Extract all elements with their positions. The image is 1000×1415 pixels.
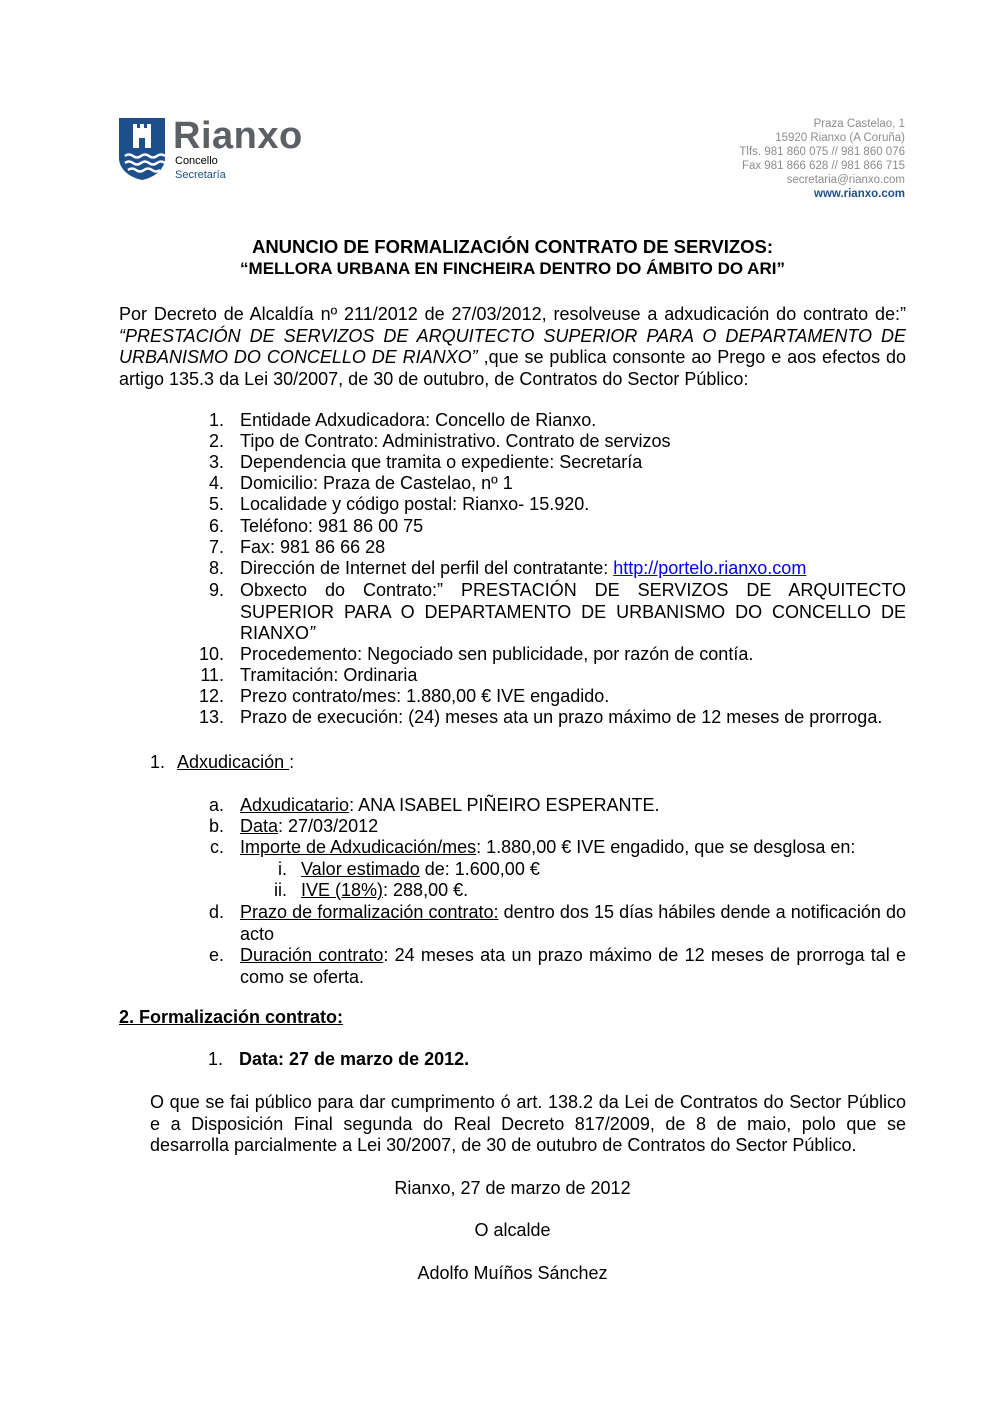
list-item: 12. Prezo contrato/mes: 1.880,00 € IVE engadido.	[198, 686, 610, 706]
formalizacion-item: 1. Data: 27 de marzo de 2012.	[208, 1049, 470, 1069]
intro-lead: Por Decreto de Alcaldía nº 211/2012 de 27/03/2012, resolveuse a adxudicación do contrato de:”	[119, 304, 906, 324]
list-item: d. Prazo de formalización contrato: dentro dos 15 días hábiles dende a notificación do acto	[208, 902, 906, 944]
signature-name: Adolfo Muíños Sánchez	[417, 1263, 608, 1283]
list-item: 7. Fax: 981 86 66 28	[208, 537, 386, 557]
document-subtitle: “MELLORA URBANA EN FINCHEIRA DENTRO DO ÁMBITO DO ARI”	[240, 259, 785, 278]
contact-fax: Fax 981 866 628 // 981 866 715	[741, 160, 905, 172]
intro-paragraph	[119, 304, 906, 390]
list-item: 9. Obxecto do Contrato:” PRESTACIÓN DE SERVIZOS DE ARQUITECTO SUPERIOR PARA O DEPARTAMENTO DE URBANISMO DO CONCELLO DE RIANXO”	[208, 580, 906, 643]
intro-tail: ,que se publica consonte ao Prego e aos efectos do artigo 135.3 da Lei 30/2007, de 30 de outubro, de Contratos do Sector Público:	[119, 347, 906, 389]
logo-wordmark: Rianxo	[173, 115, 303, 157]
contact-email: secretaria@rianxo.com	[786, 174, 905, 186]
list-item: a. Adxudicatario: ANA ISABEL PIÑEIRO ESPERANTE.	[208, 795, 660, 815]
list-item: e. Duración contrato: 24 meses ata un prazo máximo de 12 meses de prorroga tal e como se oferta.	[208, 945, 906, 987]
list-item: b. Data: 27/03/2012	[208, 816, 379, 836]
list-item: 11. Tramitación: Ordinaria	[200, 665, 418, 685]
list-item: i. Valor estimado de: 1.600,00 €	[278, 859, 540, 879]
list-item: 2. Tipo de Contrato: Administrativo. Contrato de servizos	[208, 431, 671, 451]
logo-subtitle-secretaria: Secretaría	[175, 169, 226, 181]
signature-place-date: Rianxo, 27 de marzo de 2012	[394, 1178, 631, 1198]
contact-address: Praza Castelao, 1	[813, 118, 905, 130]
signature-role: O alcalde	[474, 1220, 551, 1240]
contractor-profile-link[interactable]: http://portelo.rianxo.com	[613, 558, 807, 578]
list-item: 5. Localidade y código postal: Rianxo- 15.920.	[208, 494, 590, 514]
contact-city: 15920 Rianxo (A Coruña)	[775, 132, 905, 144]
list-item: 4. Domicilio: Praza de Castelao, nº 1	[208, 473, 513, 493]
document-title: ANUNCIO DE FORMALIZACIÓN CONTRATO DE SERVIZOS:	[251, 236, 774, 257]
list-item: c. Importe de Adxudicación/mes: 1.880,00 € IVE engadido, que se desglosa en:	[209, 837, 856, 857]
formalizacion-heading: 2. Formalización contrato:	[119, 1007, 344, 1027]
list-item: 1. Entidade Adxudicadora: Concello de Rianxo.	[208, 410, 597, 430]
list-item: 10. Procedemento: Negociado sen publicidade, por razón de contía.	[198, 644, 754, 664]
list-item: 3. Dependencia que tramita o expediente: Secretaría	[208, 452, 643, 472]
adxudicacion-heading: 1. Adxudicación :	[150, 752, 295, 772]
contact-web[interactable]: www.rianxo.com	[814, 188, 905, 200]
list-item: 13. Prazo de execución: (24) meses ata un prazo máximo de 12 meses de prorroga.	[198, 707, 883, 727]
list-item: ii. IVE (18%): 288,00 €.	[274, 880, 469, 900]
contact-phones: Tlfs. 981 860 075 // 981 860 076	[739, 146, 905, 158]
contact-block	[739, 117, 905, 201]
list-item: 6. Teléfono: 981 86 00 75	[208, 516, 424, 536]
closing-paragraph: O que se fai público para dar cumprimento ó art. 138.2 da Lei de Contratos do Sector Público e a Disposición Final segunda do Real Decreto 817/2009, de 8 de maio, polo que se desarrolla parcialmente a Lei 30/2007, de 30 de outubro de Contratos do Sector Público.	[150, 1092, 906, 1155]
intro-contract-name: “PRESTACIÓN DE SERVIZOS DE ARQUITECTO SUPERIOR PARA O DEPARTAMENTO DE URBANISMO DO CONCELLO DE RIANXO”	[119, 325, 906, 367]
coat-of-arms-icon	[119, 118, 165, 180]
list-item: 8. Dirección de Internet del perfil del contratante: http://portelo.rianxo.com	[208, 558, 807, 578]
logo-subtitle-concello: Concello	[175, 155, 218, 167]
